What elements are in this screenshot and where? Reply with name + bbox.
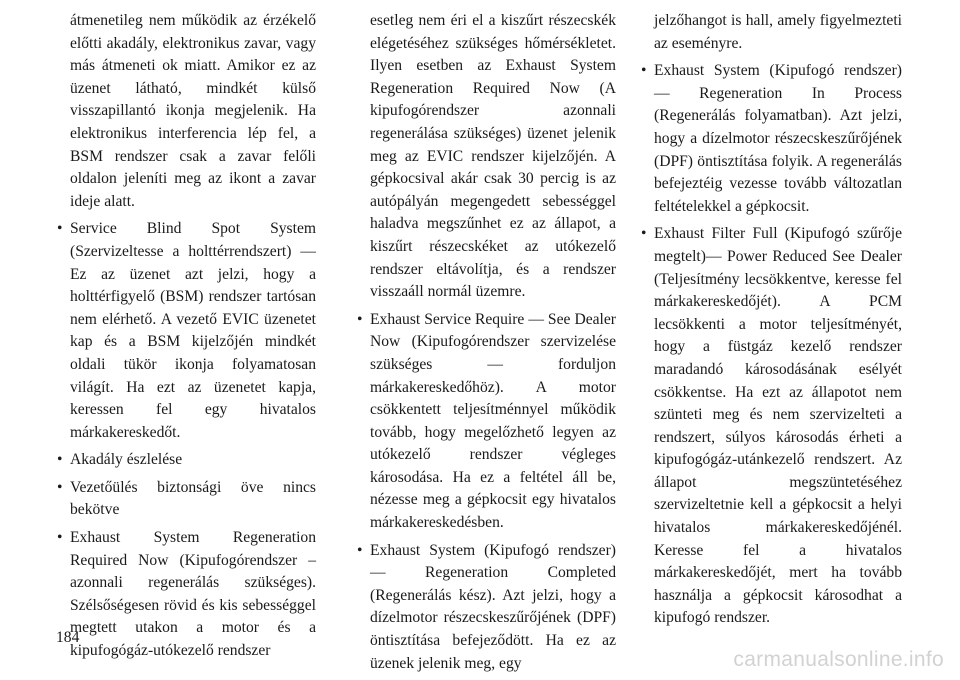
column-right: [640, 10, 902, 635]
list-item: • Exhaust System (Kipufogó rendszer) — Regeneration In Process (Regenerálás folyamatban). Azt jelzi, hogy a dízelmotor részecskeszűrőjének (DPF) öntisztítása folyik. A regenerálás befejeztéig vezesse tovább változatlan feltételekkel a gépkocsit.: [640, 60, 902, 218]
column-middle: [356, 10, 616, 680]
continued-paragraph: jelzőhangot is hall, amely figyelmezteti az eseményre.: [654, 12, 902, 52]
watermark: carmanualsonline.info: [733, 648, 944, 671]
list-item: • Exhaust Service Require — See Dealer Now (Kipufogórendszer szervizelése szükséges — forduljon márkakereskedőhöz). A motor csökkentett teljesítménnyel működik tovább, hogy megelőzhető legyen az utókezelő rendszer végleges károsodása. Ha ez a feltétel áll be, nézesse meg a gépkocsit egy hivatalos márkakereskedésben.: [356, 309, 616, 535]
list-item: • Exhaust System Regeneration Required Now (Kipufogórendszer – azonnali regenerálás szükséges). Szélsőségesen rövid és kis sebességgel megtett utakon a motor és a kipufogógáz-utókezelő rendszer: [56, 527, 316, 663]
page-number: 184: [56, 629, 80, 646]
list-item: • Exhaust Filter Full (Kipufogó szűrője megtelt)— Power Reduced See Dealer (Teljesítmény lecsökkentve, keresse fel márkakereskedőjét). A PCM lecsökkenti a motor teljesítményét, hogy a füstgáz kezelő rendszer maradandó károsodásának esélyét csökkentse. Ha ezt az állapotot nem szünteti meg és nem szervizelteti a rendszert, súlyos károsodás érheti a kipufogógáz-utánkezelő rendszert. Az állapot megszüntetéséhez szervizeltetnie kell a gépkocsit a helyi hivatalos márkakereskedőjénél. Keresse fel a hivatalos márkakereskedőjét, mert ha tovább használja a gépkocsit károsodhat a kipufogó rendszer.: [640, 223, 902, 630]
list-item: • Exhaust System (Kipufogó rendszer) — Regeneration Completed (Regenerálás kész). Azt jelzi, hogy a dízelmotor részecskeszűrőjének (DPF) öntisztítása befejeződött. Ha ez az üzenek jelenik meg, egy: [356, 540, 616, 676]
continued-paragraph: átmenetileg nem működik az érzékelő előtti akadály, elektronikus zavar, vagy más átmeneti ok miatt. Amikor ez az üzenet látható, mindkét külső visszapillantó ikonja megjelenik. Ha elektronikus interferencia lép fel, a BSM rendszer csak a zavar felőli oldalon jeleníti meg az ikont a zavar ideje alatt.: [70, 12, 316, 210]
list-item: • Vezetőülés biztonsági öve nincs bekötve: [56, 477, 316, 522]
continued-paragraph: esetleg nem éri el a kiszűrt részecskék elégetéséhez szükséges hőmérsékletet. Ilyen esetben az Exhaust System Regeneration Required Now (A kipufogórendszer azonnali regenerálása szükséges) üzenet jelenik meg az EVIC rendszer kijelzőjén. A gépkocsival akár csak 30 percig is az autópályán megengedett sebességgel haladva megszűnhet ez az állapot, a kiszűrt részecskéket az utókezelő rendszer eltávolítja, és a rendszer visszaáll normál üzemre.: [370, 12, 616, 301]
column-left: [56, 10, 316, 668]
list-item: • Service Blind Spot System (Szervizeltesse a holttérrendszert) — Ez az üzenet azt jelzi, hogy a holttérfigyelő (BSM) rendszer tartósan nem elérhető. A vezető EVIC üzenetet kap és a BSM kijelzőjén mindkét oldali tükör ikonja folyamatosan világít. Ha ezt az üzenetet kapja, keressen fel egy hivatalos márkakereskedőt.: [56, 218, 316, 444]
list-item: • Akadály észlelése: [56, 449, 316, 472]
